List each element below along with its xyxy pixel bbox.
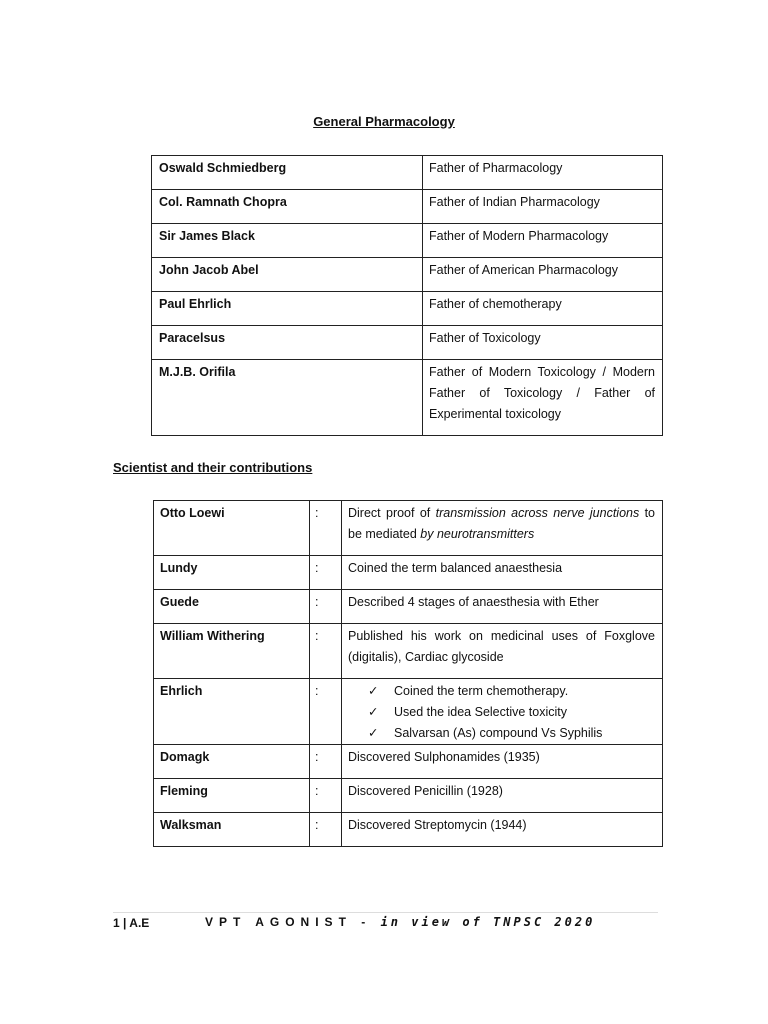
contribution-desc: Discovered Streptomycin (1944) [342,813,663,847]
table-row [152,258,663,292]
checkmark-icon: ✓ [368,705,379,719]
table-row [154,745,663,779]
person-title: Father of American Pharmacology [423,258,663,292]
desc-text: to be mediated [348,506,656,541]
table-row [154,779,663,813]
contribution-list [342,679,663,745]
separator: : [310,779,342,813]
person-name: Sir James Black [152,224,423,258]
contribution-desc: Discovered Sulphonamides (1935) [342,745,663,779]
person-name: Col. Ramnath Chopra [152,190,423,224]
scientist-name: Domagk [154,745,310,779]
desc-text: Direct proof of [348,506,436,520]
footer [113,915,596,930]
person-title: Father of Modern Toxicology / Modern Father of Toxicology / Father of Experimental toxicology [423,360,663,436]
page-number: 1 [113,916,120,930]
list-item [368,702,655,723]
separator: : [310,813,342,847]
list-item-text: Salvarsan (As) compound Vs Syphilis [394,726,603,740]
table-row [154,679,663,745]
person-name: Paul Ehrlich [152,292,423,326]
separator: : [310,745,342,779]
table-row [152,326,663,360]
person-title: Father of chemotherapy [423,292,663,326]
list-item-text: Coined the term chemotherapy. [394,684,569,698]
footer-brand [205,915,595,929]
contribution-desc: Published his work on medicinal uses of Foxglove (digitalis), Cardiac glycoside [342,624,663,679]
contribution-desc: Coined the term balanced anaesthesia [342,556,663,590]
table-row [152,360,663,436]
separator: : [310,624,342,679]
separator: : [310,590,342,624]
fathers-table [151,155,663,436]
table-row [154,813,663,847]
separator: : [310,679,342,745]
table-row [152,190,663,224]
footer-subtitle: in view of TNPSC 2020 [380,915,596,929]
person-title: Father of Toxicology [423,326,663,360]
desc-italic: transmission across nerve junctions [435,506,640,520]
person-title: Father of Indian Pharmacology [423,190,663,224]
desc-italic: by neurotransmitters [420,527,535,541]
person-title: Father of Modern Pharmacology [423,224,663,258]
person-title: Father of Pharmacology [423,156,663,190]
scientist-name: Fleming [154,779,310,813]
checkmark-icon: ✓ [368,726,379,740]
contribution-desc: Discovered Penicillin (1928) [342,779,663,813]
scientist-name: Otto Loewi [154,501,310,556]
scientist-name: William Withering [154,624,310,679]
list-item [368,723,655,744]
scientist-name: Ehrlich [154,679,310,745]
section-heading: Scientist and their contributions [113,460,313,475]
table-row [152,292,663,326]
table-row [152,156,663,190]
scientist-name: Guede [154,590,310,624]
contributions-table [153,500,663,847]
brand-name: VPT AGONIST - [205,915,372,929]
checkmark-icon: ✓ [368,684,379,698]
footer-author: | A.E [123,916,150,930]
separator: : [310,501,342,556]
table-row [154,624,663,679]
contribution-desc: Described 4 stages of anaesthesia with Ether [342,590,663,624]
person-name: Oswald Schmiedberg [152,156,423,190]
table-row [154,501,663,556]
contribution-desc [342,501,663,556]
table-row [154,556,663,590]
table-row [152,224,663,258]
footer-divider [113,912,658,913]
person-name: Paracelsus [152,326,423,360]
person-name: John Jacob Abel [152,258,423,292]
person-name: M.J.B. Orifila [152,360,423,436]
scientist-name: Lundy [154,556,310,590]
separator: : [310,556,342,590]
list-item [368,681,655,702]
scientist-name: Walksman [154,813,310,847]
list-item-text: Used the idea Selective toxicity [394,705,568,719]
table-row [154,590,663,624]
page-title: General Pharmacology [313,114,455,129]
